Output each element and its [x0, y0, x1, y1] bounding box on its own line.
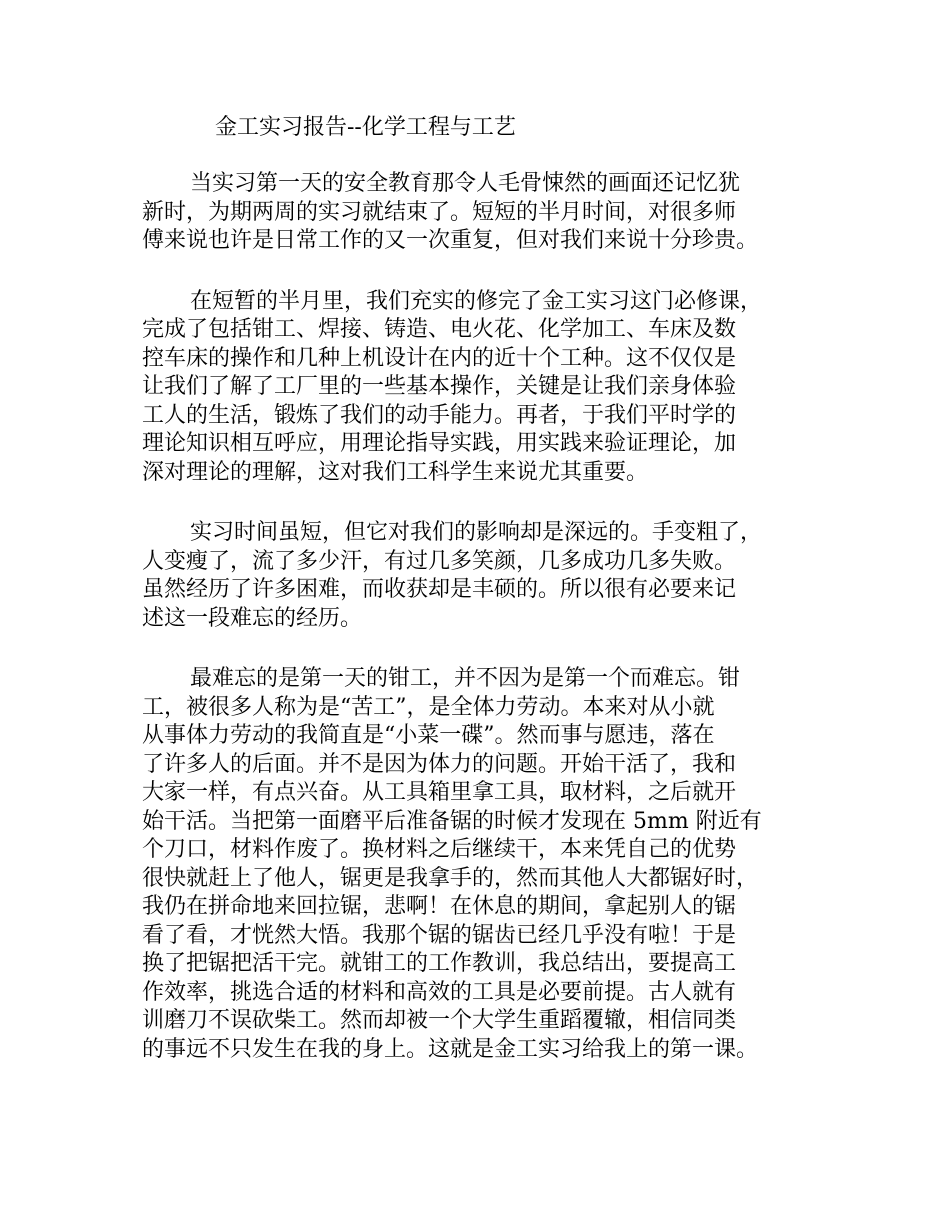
document-title: 金工实习报告--化学工程与工艺: [215, 115, 516, 140]
paragraph-safety-education: [142, 170, 832, 256]
paragraph-line: 新时，为期两周的实习就结束了。短短的半月时间，对很多师: [142, 199, 737, 225]
paragraph-line: 换了把锯把活干完。就钳工的工作教训，我总结出，要提高工: [142, 951, 737, 976]
paragraph-line: 工人的生活，锻炼了我们的动手能力。再者，于我们平时学的: [142, 402, 737, 428]
paragraph-line: 从事体力劳动的我简直是“小菜一碟”。然而事与愿违，落在: [142, 723, 715, 748]
paragraph-line: 最难忘的是第一天的钳工，并不因为是第一个而难忘。钳: [190, 666, 741, 691]
paragraph-line: 很快就赶上了他人，锯更是我拿手的，然而其他人大都锯好时，: [142, 865, 759, 891]
paragraph-line: 大家一样，有点兴奋。从工具箱里拿工具，取材料，之后就开: [142, 780, 737, 805]
paragraph-line: 理论知识相互呼应，用理论指导实践，用实践来验证理论，加: [142, 431, 737, 456]
paragraph-line: 完成了包括钳工、焊接、铸造、电火花、化学加工、车床及数: [142, 317, 737, 342]
paragraph-fitter-work: [142, 665, 832, 1064]
paragraph-line: 人变瘦了，流了多少汗，有过几多笑颜，几多成功几多失败。: [142, 548, 737, 574]
paragraph-line: 始干活。当把第一面磨平后准备锯的时候才发现在 5mm 附近有: [142, 808, 762, 834]
paragraph-line: 我仍在拼命地来回拉锯，悲啊！在休息的期间，拿起别人的锯: [142, 894, 737, 919]
paragraph-line: 训磨刀不误砍柴工。然而却被一个大学生重蹈覆辙，相信同类: [142, 1008, 737, 1033]
paragraph-line: 的事远不只发生在我的身上。这就是金工实习给我上的第一课。: [142, 1036, 759, 1062]
paragraph-line: 深对理论的理解，这对我们工科学生来说尤其重要。: [142, 459, 649, 485]
paragraph-line: 虽然经历了许多困难，而收获却是丰硕的。所以很有必要来记: [142, 577, 737, 602]
paragraph-line: 傅来说也许是日常工作的又一次重复，但对我们来说十分珍贵。: [142, 228, 759, 253]
paragraph-line: 了许多人的后面。并不是因为体力的问题。开始干活了，我和: [142, 751, 737, 777]
paragraph-line: 工，被很多人称为是“苦工”，是全体力劳动。本来对从小就: [142, 694, 715, 720]
paragraph-line: 述这一段难忘的经历。: [142, 605, 363, 631]
paragraph-line: 在短暂的半月里，我们充实的修完了金工实习这门必修课，: [190, 288, 763, 314]
paragraph-course-summary: [142, 288, 832, 488]
paragraph-line: 控车床的操作和几种上机设计在内的近十个工种。这不仅仅是: [142, 345, 737, 371]
paragraph-line: 看了看，才恍然大悟。我那个锯的锯齿已经几乎没有啦！于是: [142, 922, 737, 948]
document-body: [142, 170, 832, 1096]
paragraph-impact: [142, 519, 832, 633]
paragraph-line: 让我们了解了工厂里的一些基本操作，关键是让我们亲身体验: [142, 374, 737, 399]
paragraph-line: 作效率，挑选合适的材料和高效的工具是必要前提。古人就有: [142, 979, 737, 1005]
paragraph-line: 实习时间虽短，但它对我们的影响却是深远的。手变粗了，: [190, 520, 763, 545]
paragraph-line: 个刀口，材料作废了。换材料之后继续干，本来凭自己的优势: [142, 837, 737, 862]
paragraph-line: 当实习第一天的安全教育那令人毛骨悚然的画面还记忆犹: [190, 171, 741, 196]
